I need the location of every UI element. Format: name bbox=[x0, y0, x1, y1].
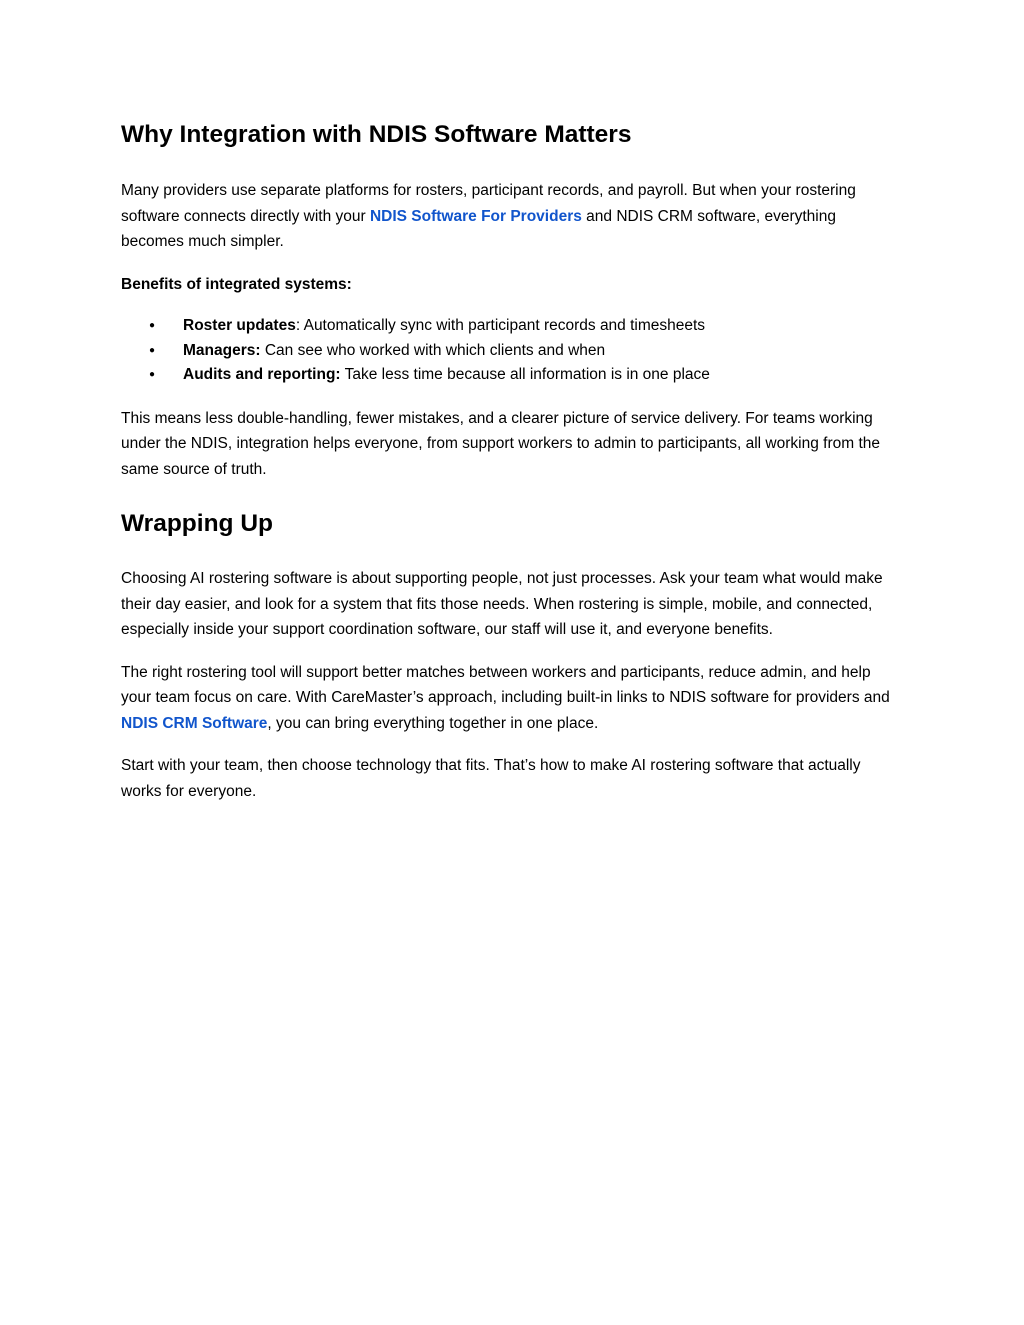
bullet-icon: ● bbox=[149, 344, 156, 356]
list-item-roster-updates bbox=[121, 314, 903, 339]
right-tool-text-before-link: The right rostering tool will support better matches between workers and participants, reduce admin, and help your team focus on care. With CareMaster’s approach, including built-in links to NDIS software for providers and bbox=[121, 663, 890, 707]
list-item-managers bbox=[121, 339, 903, 364]
heading-wrapping-up: Wrapping Up bbox=[121, 510, 273, 538]
benefits-bullet-list bbox=[121, 314, 903, 388]
bullet-term: Audits and reporting: bbox=[183, 366, 341, 384]
intro-text-after-link: and NDIS CRM software, everything becomes much simpler. bbox=[121, 207, 836, 250]
right-tool-text-after-link: , you can bring everything together in one place. bbox=[267, 714, 599, 732]
bullet-description: Can see who worked with which clients and when bbox=[260, 341, 606, 359]
paragraph-right-tool bbox=[121, 660, 903, 737]
bullet-icon: ● bbox=[149, 320, 156, 331]
paragraph-start-with-team: Start with your team, then choose technology that fits. That’s how to make AI rostering software that actually works for everyone. bbox=[121, 757, 861, 800]
bullet-description: Take less time because all information is in one place bbox=[340, 366, 710, 384]
paragraph-intro bbox=[121, 178, 903, 255]
intro-text-before-link: Many providers use separate platforms for rosters, participant records, and payroll. But when your rostering software connects directly with your bbox=[121, 182, 856, 225]
list-item-audits-reporting bbox=[121, 363, 903, 388]
link-ndis-crm-software[interactable]: NDIS CRM Software bbox=[121, 714, 268, 732]
bullet-term: Roster updates bbox=[183, 317, 296, 334]
bullet-description: : Automatically sync with participant records and timesheets bbox=[295, 317, 706, 334]
paragraph-choosing: Choosing AI rostering software is about supporting people, not just processes. Ask your team what would make their day easier, and look for a system that fits those needs. When rostering is simple, mobile, and connected, especially inside your support coordination software, our staff will use it, and everyone benefits. bbox=[121, 570, 883, 639]
benefits-label: Benefits of integrated systems: bbox=[121, 275, 352, 293]
link-ndis-software-for-providers[interactable]: NDIS Software For Providers bbox=[369, 207, 582, 225]
heading-why-integration-matters: Why Integration with NDIS Software Matters bbox=[121, 121, 632, 148]
paragraph-integration-closing: This means less double-handling, fewer mistakes, and a clearer picture of service delivery. For teams working under the NDIS, integration helps everyone, from support workers to admin to participants, all working from the same source of truth. bbox=[121, 409, 881, 478]
bullet-icon: ● bbox=[149, 369, 156, 381]
bullet-term: Managers: bbox=[183, 341, 261, 359]
